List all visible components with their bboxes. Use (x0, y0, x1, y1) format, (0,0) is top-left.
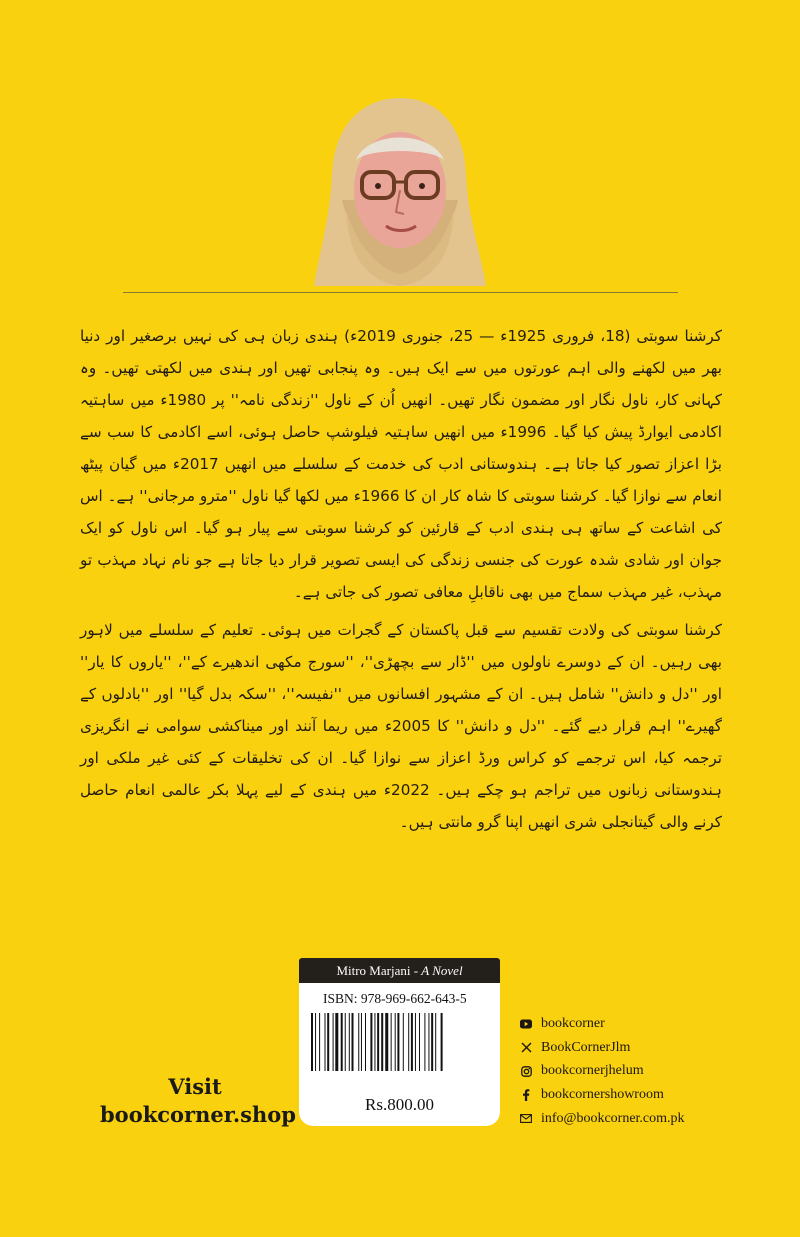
visit-label: Visit (168, 1074, 222, 1099)
barcode-bar (345, 1013, 346, 1071)
barcode-bar (415, 1013, 416, 1071)
barcode-bar (374, 1013, 375, 1071)
social-label: BookCornerJlm (541, 1039, 631, 1055)
barcode-bar (381, 1013, 383, 1071)
author-biography (80, 320, 722, 844)
book-title-strip (299, 958, 500, 983)
youtube-icon (520, 1018, 532, 1030)
barcode-bar (441, 1013, 443, 1071)
barcode-bar (370, 1013, 372, 1071)
barcode-bars (311, 1013, 489, 1071)
barcode-bar (403, 1013, 404, 1071)
barcode-bar (365, 1013, 366, 1071)
social-links-list (520, 1012, 685, 1130)
barcode-bar (431, 1013, 433, 1071)
visit-website[interactable] (100, 1073, 296, 1129)
barcode-bar (397, 1013, 399, 1071)
social-label: info@bookcorner.com.pk (541, 1110, 685, 1126)
mail-icon (520, 1113, 532, 1125)
barcode-bar (335, 1013, 338, 1071)
barcode-bar (311, 1013, 313, 1071)
book-title: Mitro Marjani - (336, 963, 422, 978)
facebook-icon (520, 1089, 532, 1101)
barcode-bar (361, 1013, 362, 1071)
barcode-bar (408, 1013, 409, 1071)
barcode-bar (385, 1013, 388, 1071)
barcode-bar (377, 1013, 379, 1071)
barcode-bar (319, 1013, 320, 1071)
divider-rule (123, 292, 678, 293)
author-portrait-image (312, 90, 488, 290)
barcode-label (299, 958, 500, 1126)
barcode-bar (349, 1013, 350, 1071)
price-label: Rs.800.00 (365, 1095, 434, 1114)
social-item-x[interactable] (520, 1036, 685, 1060)
barcode-bar (327, 1013, 329, 1071)
social-item-instagram[interactable] (520, 1059, 685, 1083)
social-label: bookcornerjhelum (541, 1063, 644, 1079)
instagram-icon (520, 1065, 532, 1077)
isbn-number: ISBN: 978-969-662-643-5 (323, 991, 467, 1006)
x-icon (520, 1042, 532, 1054)
barcode-bar (419, 1013, 420, 1071)
barcode-bar (352, 1013, 354, 1071)
barcode-bar (435, 1013, 436, 1071)
barcode-bar (325, 1013, 326, 1071)
social-label: bookcornershowroom (541, 1086, 664, 1102)
social-item-youtube[interactable] (520, 1012, 685, 1036)
barcode-bar (424, 1013, 425, 1071)
barcode-bar (395, 1013, 396, 1071)
barcode-bar (428, 1013, 429, 1071)
barcode-bar (333, 1013, 334, 1071)
barcode-bar (358, 1013, 359, 1071)
website-link[interactable]: bookcorner.shop (100, 1102, 296, 1127)
barcode-bar (391, 1013, 392, 1071)
barcode-bar (315, 1013, 316, 1071)
social-item-email[interactable] (520, 1107, 685, 1131)
barcode-bar (411, 1013, 413, 1071)
bio-paragraph-1: کرشنا سوبتی (18، فروری 1925ء — 25، جنوری 2019ء) ہندی زبان ہی کی نہیں برصغیر اور دنیا بھر میں لکھنے والی اہم عورتوں میں سے ایک ہیں۔ وہ پنجابی تھیں اور ہندی میں لکھتی تھیں۔ وہ کہانی کار، ناول نگار اور مضمون نگار تھیں۔ انھیں اُن کے ناول ''زندگی نامہ'' پر 1980ء میں ساہتیہ اکادمی ایوارڈ پیش کیا گیا۔ 1996ء میں انھیں ساہتیہ فیلوشپ حاصل ہوئی، اسے اکادمی کا سب سے بڑا اعزاز تصور کیا جاتا ہے۔ ہندوستانی ادب کی خدمت کے سلسلے میں انھیں 2017ء میں گیان پیٹھ انعام سے نوازا گیا۔ کرشنا سوبتی کا شاہ کار ان کا 1966ء میں لکھا گیا ناول ''مترو مرجانی'' ہے۔ اس کی اشاعت کے ساتھ ہی ہندی ادب کے قارئین کو کرشنا سوبتی سے پیار ہو گیا۔ اس ناول کو ایک جوان اور شادی شدہ عورت کی جنسی زندگی کی ایسی تصویر قرار دیا جاتا ہے جو نام نہاد مہذب تو مہذب، غیر مہذب سماج میں بھی ناقابلِ معافی تصور کی جاتی ہے۔ (80, 327, 722, 601)
barcode-bar (341, 1013, 343, 1071)
bio-paragraph-2: کرشنا سوبتی کی ولادت تقسیم سے قبل پاکستان کے گجرات میں ہوئی۔ تعلیم کے سلسلے میں لاہور بھی رہیں۔ ان کے دوسرے ناولوں میں ''ڈار سے بچھڑی''، ''سورج مکھی اندھیرے کے''، ''یاروں کا یار'' اور ''دل و دانش'' شامل ہیں۔ ان کے مشہور افسانوں میں ''نفیسہ''، ''سکہ بدل گیا'' اور ''بادلوں کے گھیرے'' اہم قرار دیے گئے۔ ''دل و دانش'' کا 2005ء میں ریما آنند اور میناکشی سوامی نے انگریزی ترجمہ کیا، اس ترجمے کو کراس ورڈ اعزاز سے نوازا گیا۔ ان کی تخلیقات کے کئی غیر ملکی اور ہندوستانی زبانوں میں تراجم ہو چکے ہیں۔ 2022ء میں ہندی کے لیے پہلا بکر عالمی انعام حاصل کرنے والی گیتانجلی شری انھیں اپنا گرو مانتی ہیں۔ (80, 621, 723, 831)
book-subtitle: A Novel (421, 963, 463, 978)
social-label: bookcorner (541, 1015, 605, 1031)
social-item-facebook[interactable] (520, 1083, 685, 1107)
barcode-body (299, 983, 500, 1126)
